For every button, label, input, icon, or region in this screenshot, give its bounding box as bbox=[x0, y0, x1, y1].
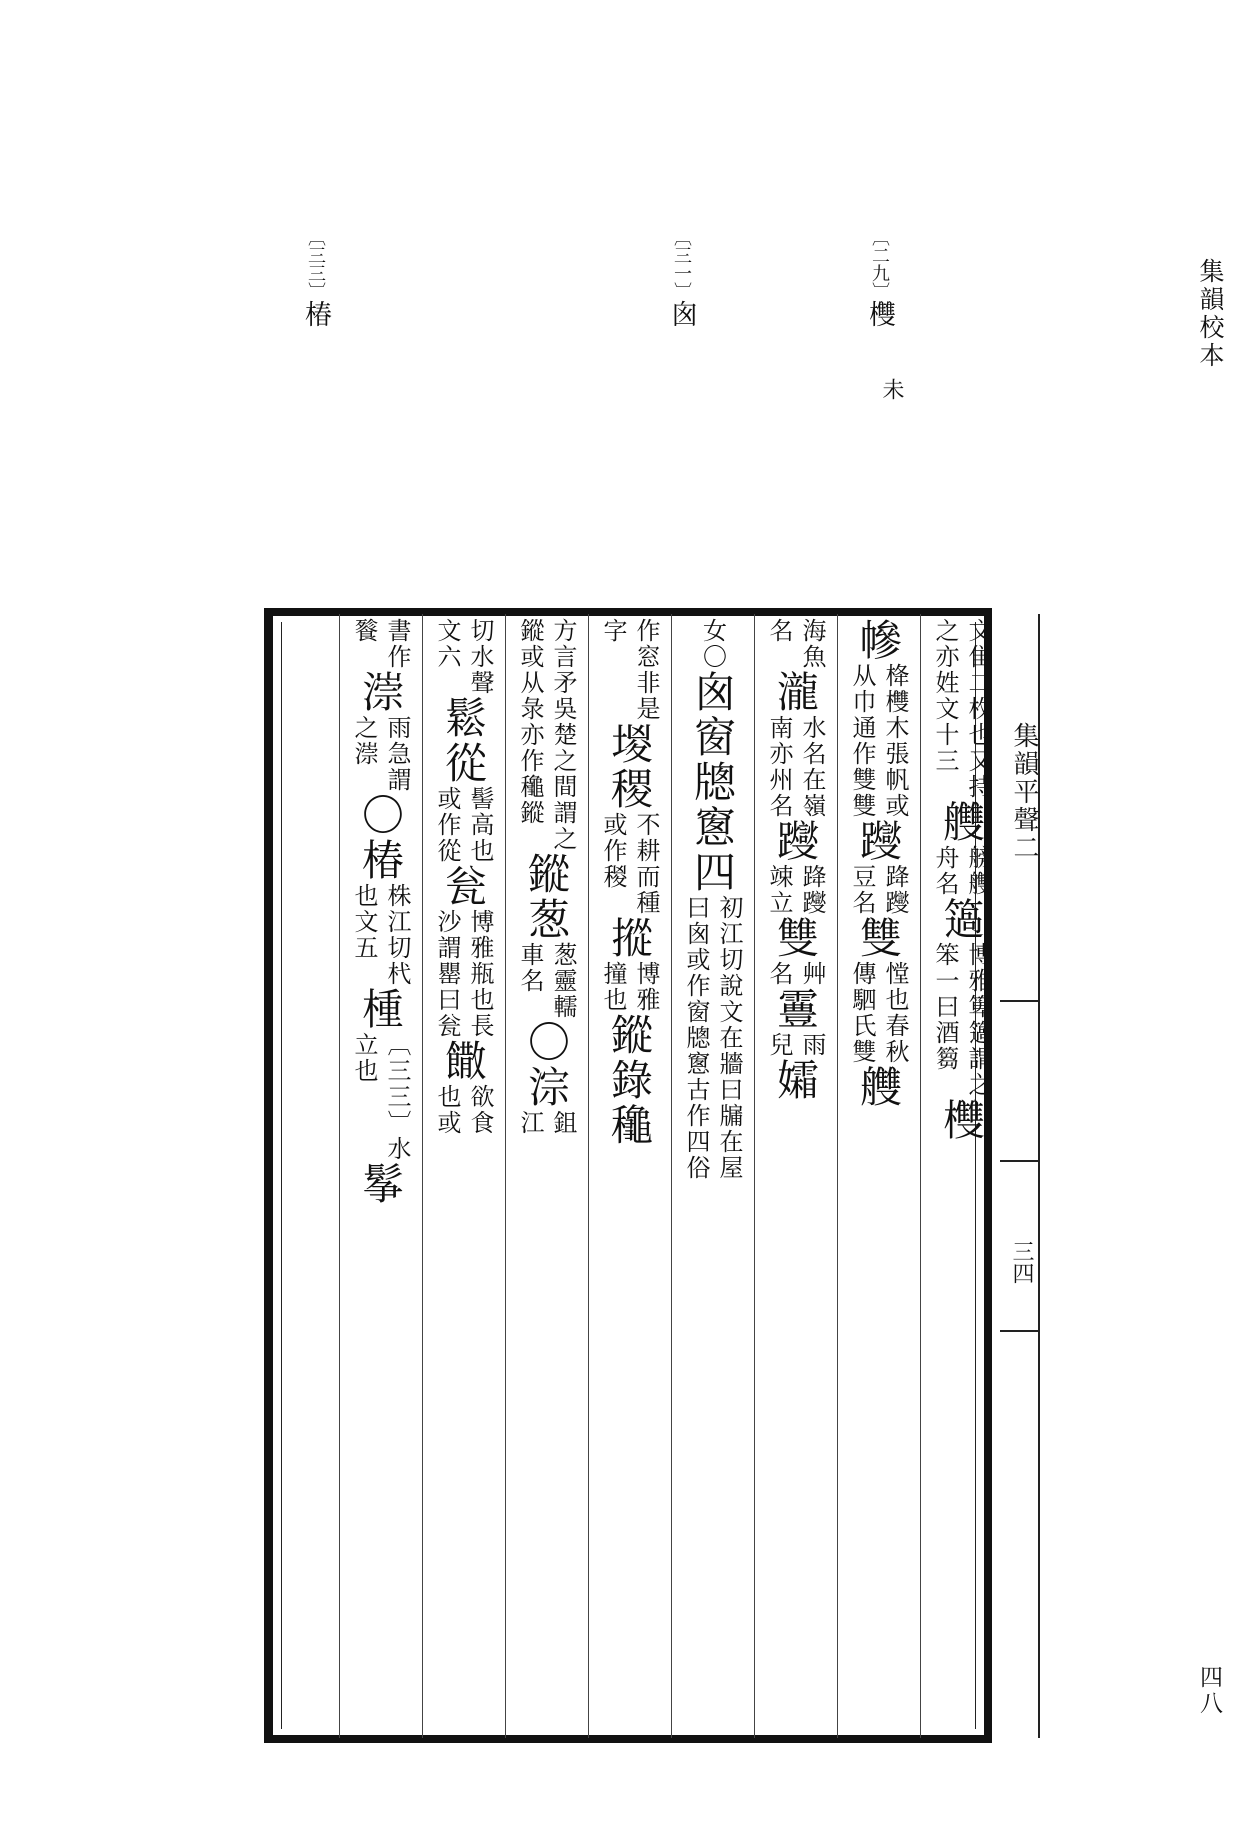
gloss-text: 餮 bbox=[350, 618, 378, 644]
gloss-pair bbox=[348, 618, 412, 670]
gloss-pair bbox=[697, 618, 728, 670]
gloss-text: 从巾通作雙雙 bbox=[848, 663, 876, 819]
gloss-pair bbox=[846, 864, 910, 916]
column-flow bbox=[764, 618, 826, 1103]
gloss-text: 兒 bbox=[765, 1032, 793, 1058]
gloss-text: 女〇 bbox=[698, 618, 727, 670]
gloss-pair bbox=[763, 715, 827, 819]
gloss-text: 博雅箄簻謂之 bbox=[964, 942, 992, 1098]
gloss-pair bbox=[431, 618, 495, 696]
gloss-pair bbox=[514, 1110, 578, 1136]
gloss-pair bbox=[348, 715, 412, 793]
gloss-pair bbox=[431, 1084, 495, 1136]
note-marker: 〔三一〕 bbox=[671, 228, 692, 300]
headword: 葱 bbox=[522, 897, 571, 942]
gloss-text: 跭躞 bbox=[881, 864, 909, 916]
gloss-text: 鏦或从彔亦作䆋鏦 bbox=[516, 618, 544, 826]
headword: 鬇 bbox=[356, 1162, 405, 1207]
page-number: 四八 bbox=[1196, 1665, 1222, 1717]
text-column bbox=[764, 618, 826, 1728]
headword: 堫稷 bbox=[605, 722, 654, 812]
gloss-pair bbox=[763, 1032, 827, 1058]
column-flow bbox=[432, 618, 494, 1136]
gloss-text: 艸 bbox=[798, 961, 826, 987]
gloss-text: 字 bbox=[599, 618, 627, 644]
gloss-pair bbox=[597, 618, 661, 722]
column-rule bbox=[588, 614, 589, 1738]
running-title: 集韻校本 bbox=[1196, 258, 1225, 370]
note-marker: 〔三三〕 bbox=[305, 228, 326, 300]
headword: 欆 bbox=[937, 1098, 986, 1143]
gloss-text: 鉏 bbox=[549, 1110, 577, 1136]
gloss-text: 栙欆木張帆或 bbox=[881, 663, 909, 819]
column-flow bbox=[847, 618, 909, 1110]
gloss-text: 豆名 bbox=[848, 864, 876, 916]
headword: 囪窗牕窻四 bbox=[688, 670, 737, 895]
gloss-text: 之漴 bbox=[350, 715, 378, 767]
gloss-pair bbox=[431, 786, 495, 864]
gloss-pair bbox=[929, 618, 993, 800]
gloss-text: 雨 bbox=[798, 1032, 826, 1058]
gloss-pair bbox=[929, 942, 993, 1098]
gloss-text: 髻高也 bbox=[466, 786, 494, 864]
gloss-text: 舟名 bbox=[931, 845, 959, 897]
gloss-text: 笨一曰酒篘 bbox=[931, 942, 959, 1072]
column-rule bbox=[505, 614, 506, 1738]
gloss-text: 或作從 bbox=[433, 786, 461, 864]
headword: 〇椿 bbox=[356, 793, 405, 883]
text-column bbox=[598, 618, 660, 1728]
collation-note-29-sub: 未 bbox=[879, 378, 904, 404]
column-rule bbox=[422, 614, 423, 1738]
headword: 〇淙 bbox=[522, 1020, 571, 1110]
gloss-text: 立也 bbox=[350, 1032, 378, 1084]
text-column bbox=[515, 618, 577, 1728]
column-flow bbox=[515, 618, 577, 1136]
gloss-text: 初江切說文在牆曰牖在屋 bbox=[715, 895, 743, 1181]
headword: 艭 bbox=[937, 800, 986, 845]
gloss-text: 艕艭 bbox=[964, 845, 992, 897]
gloss-text: 之亦姓文十三 bbox=[931, 618, 959, 774]
gloss-pair bbox=[680, 895, 744, 1181]
gloss-text: 憆也春秋 bbox=[881, 961, 909, 1065]
headword: 饊 bbox=[439, 1039, 488, 1084]
note-text: 欆 bbox=[864, 300, 895, 331]
headword: 躞 bbox=[854, 819, 903, 864]
headword: 漴 bbox=[356, 670, 405, 715]
gloss-text: 海魚 bbox=[798, 618, 826, 670]
gloss-text: 文六 bbox=[433, 618, 461, 670]
column-rule bbox=[837, 614, 838, 1738]
column-rule bbox=[339, 614, 340, 1738]
column-flow bbox=[681, 618, 743, 1181]
note-marker: 〔二九〕 bbox=[869, 228, 890, 300]
gloss-text: 博雅瓶也長 bbox=[466, 909, 494, 1039]
gloss-text: 不耕而種 bbox=[632, 812, 660, 916]
gloss-text: 欲食 bbox=[466, 1084, 494, 1136]
gloss-pair bbox=[514, 942, 578, 1020]
gloss-pair bbox=[597, 961, 661, 1013]
headword: 瓮 bbox=[439, 864, 488, 909]
gloss-text: 或作稯 bbox=[599, 812, 627, 890]
block-title: 集韻平聲二 bbox=[1009, 722, 1039, 862]
gloss-text: 名 bbox=[765, 618, 793, 644]
gloss-text: 株江切杙 bbox=[383, 883, 411, 987]
gloss-pair bbox=[763, 961, 827, 987]
gloss-text: 葱靈轜 bbox=[549, 942, 577, 1020]
gloss-text: 傳駟氏雙 bbox=[848, 961, 876, 1065]
collation-note-33 bbox=[296, 228, 335, 331]
gloss-pair bbox=[597, 812, 661, 916]
strip-tick bbox=[1000, 1330, 1038, 1332]
gloss-pair bbox=[846, 961, 910, 1065]
collation-note-31 bbox=[662, 228, 701, 331]
block-leaf-number: 三四 bbox=[1009, 1240, 1034, 1284]
gloss-text: 〔三三〕水 bbox=[383, 1032, 411, 1162]
text-column bbox=[930, 618, 992, 1728]
gloss-text: 撞也 bbox=[599, 961, 627, 1013]
gloss-text: 名 bbox=[765, 961, 793, 987]
text-column bbox=[432, 618, 494, 1728]
gloss-pair bbox=[431, 909, 495, 1039]
collation-note-29 bbox=[860, 228, 899, 331]
headword: 雙 bbox=[771, 916, 820, 961]
column-flow bbox=[349, 618, 411, 1207]
headword: 鏦 bbox=[522, 852, 571, 897]
gloss-text: 南亦州名 bbox=[765, 715, 793, 819]
note-text: 囪 bbox=[666, 300, 697, 331]
gloss-text: 文隹二枚也又持 bbox=[964, 618, 992, 800]
gloss-text: 書作 bbox=[383, 618, 411, 670]
gloss-text: 博雅 bbox=[632, 961, 660, 1013]
column-rule bbox=[671, 614, 672, 1738]
column-rule bbox=[920, 614, 921, 1738]
gloss-pair bbox=[763, 864, 827, 916]
gloss-text: 沙謂罌曰瓮 bbox=[433, 909, 461, 1039]
headword: 躞 bbox=[771, 819, 820, 864]
headword: 瀧 bbox=[771, 670, 820, 715]
headword: 孀 bbox=[771, 1058, 820, 1103]
headword: 㮔 bbox=[356, 987, 405, 1032]
gloss-text: 竦立 bbox=[765, 864, 793, 916]
gloss-text: 也文五 bbox=[350, 883, 378, 961]
headword: 鬆從 bbox=[439, 696, 488, 786]
headword: 鏦錄䆋 bbox=[605, 1013, 654, 1148]
column-rule bbox=[754, 614, 755, 1738]
gloss-text: 也或 bbox=[433, 1084, 461, 1136]
gloss-text: 雨急謂 bbox=[383, 715, 411, 793]
gloss-text: 跭躞 bbox=[798, 864, 826, 916]
strip-tick bbox=[1000, 1000, 1038, 1002]
gloss-pair bbox=[348, 1032, 412, 1162]
headword: 摐 bbox=[605, 916, 654, 961]
gloss-pair bbox=[929, 845, 993, 897]
gloss-pair bbox=[348, 883, 412, 987]
column-flow bbox=[930, 618, 992, 1143]
gloss-pair bbox=[514, 618, 578, 852]
gloss-text: 水名在嶺 bbox=[798, 715, 826, 819]
gloss-text: 車名 bbox=[516, 942, 544, 994]
gloss-text: 切水聲 bbox=[466, 618, 494, 696]
headword: 霻 bbox=[771, 987, 820, 1032]
text-column bbox=[349, 618, 411, 1728]
gloss-text: 作窓非是 bbox=[632, 618, 660, 722]
gloss-pair bbox=[846, 663, 910, 819]
gloss-text: 方言矛吳楚之間謂之 bbox=[549, 618, 577, 852]
gloss-pair bbox=[763, 618, 827, 670]
strip-tick bbox=[1000, 1160, 1038, 1162]
text-column bbox=[681, 618, 743, 1728]
headword: 雙 bbox=[854, 916, 903, 961]
headword: 艭 bbox=[854, 1065, 903, 1110]
column-flow bbox=[598, 618, 660, 1148]
note-text: 椿 bbox=[300, 300, 331, 331]
gloss-text: 曰囪或作窗牕窻古作四俗 bbox=[682, 895, 710, 1181]
gloss-text: 江 bbox=[516, 1110, 544, 1136]
headword: 簻 bbox=[937, 897, 986, 942]
text-column bbox=[847, 618, 909, 1728]
headword: 幓 bbox=[854, 618, 903, 663]
